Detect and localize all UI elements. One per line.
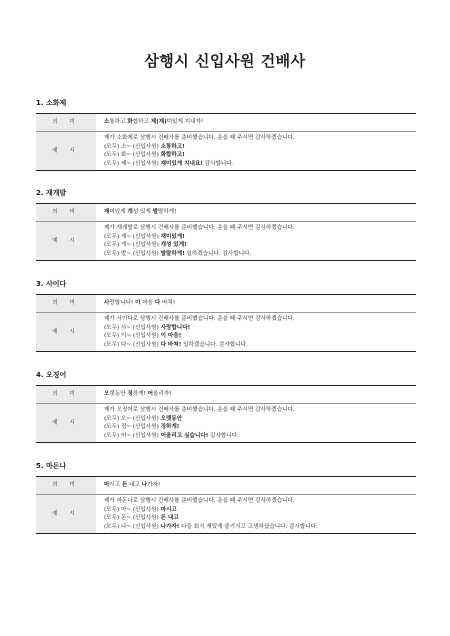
- bold-text: 소통하고!: [160, 143, 185, 150]
- example-line: [104, 415, 416, 424]
- meaning-value: [96, 477, 416, 495]
- text-run: (모두) 이~ (신입사원): [104, 333, 161, 340]
- example-label: 예 시: [36, 132, 96, 171]
- text-run: 바쳐!: [160, 300, 176, 307]
- example-line: [104, 423, 416, 432]
- text-run: 하게!: [132, 391, 148, 398]
- text-run: 일하겠습니다. 감사합니다.: [184, 250, 252, 257]
- example-value: [96, 404, 416, 443]
- example-line: [104, 324, 416, 333]
- text-run: 제가 마돈나로 삼행시 건배사를 준비했습니다. 운을 떼 주시면 감사하겠습니다.: [104, 498, 295, 504]
- bold-text: 마시고: [160, 506, 177, 513]
- bold-text: 돈 내고: [160, 515, 179, 522]
- bold-text: 사: [104, 300, 110, 307]
- bold-text: 나가자!: [160, 523, 180, 530]
- section-table: [36, 113, 416, 171]
- example-row: [36, 495, 416, 534]
- text-run: (모두) 다~ (신입사원): [104, 341, 161, 348]
- text-run: (모두) 마~ (신입사원): [104, 506, 161, 513]
- meaning-row: [36, 114, 416, 132]
- document-title: 삼행시 신입사원 건배사: [144, 52, 306, 70]
- bold-text: 재미있게 지내요!: [160, 160, 203, 167]
- meaning-row: [36, 295, 416, 313]
- example-line: [104, 406, 416, 415]
- example-label: 예 시: [36, 495, 96, 534]
- meaning-label: 의 미: [36, 295, 96, 313]
- meaning-value: [96, 386, 416, 404]
- text-run: (모두) 화~ (신입사원): [104, 152, 161, 159]
- bold-text: 발: [152, 209, 158, 216]
- bold-text: 어: [147, 391, 154, 398]
- text-run: (모두) 나~ (신입사원): [104, 523, 161, 530]
- text-run: 제가 사이다로 삼행시 건배사를 준비했습니다. 운을 떼 주시면 감사하겠습니다.: [104, 316, 295, 322]
- bold-text: 발랄하게!: [160, 250, 185, 257]
- example-line: [104, 332, 416, 341]
- text-run: 통하고: [109, 119, 128, 126]
- bold-text: 재미있게!: [160, 233, 185, 240]
- example-label: 예 시: [36, 222, 96, 261]
- example-line: [104, 341, 416, 350]
- section-table: [36, 476, 416, 534]
- meaning-value: [96, 114, 416, 132]
- text-run: 시고: [109, 482, 122, 489]
- bold-text: 나: [141, 482, 148, 489]
- text-run: 제가 소화제로 삼행시 건배사를 준비했습니다. 운을 떼 주시면 감사하겠습니다.: [104, 135, 295, 141]
- text-run: (모두) 사~ (신입사원): [104, 324, 161, 331]
- section-4: [36, 370, 416, 443]
- text-run: 미있게 지내자!: [166, 119, 204, 126]
- text-run: 내고: [127, 482, 142, 489]
- example-line: [104, 233, 416, 242]
- example-row: [36, 132, 416, 171]
- bold-text: 오랫동안: [160, 415, 183, 422]
- example-row: [36, 222, 416, 261]
- section-title: 5. 마돈나: [36, 462, 67, 470]
- text-run: (모두) 징~ (신입사원): [104, 424, 161, 431]
- text-run: 랄하게!: [158, 209, 177, 216]
- section-2: [36, 188, 416, 261]
- text-run: 다들 회식 재밌게 즐기시고 고생하셨습니다. 감사합니다.: [179, 523, 318, 530]
- bold-text: 이: [135, 300, 141, 307]
- bold-text: 징하게!: [160, 424, 180, 431]
- example-line: [104, 432, 416, 441]
- meaning-value: [96, 295, 416, 313]
- bold-text: 오: [104, 391, 110, 398]
- example-value: [96, 132, 416, 171]
- bold-text: 소: [104, 119, 110, 126]
- bold-text: 재: [104, 209, 110, 216]
- text-run: 가자!: [147, 482, 161, 489]
- text-run: (모두) 개~ (신입사원): [104, 242, 161, 249]
- example-label: 예 시: [36, 404, 96, 443]
- section-1: [36, 98, 416, 171]
- bold-text: 돈: [122, 482, 128, 489]
- meaning-row: [36, 386, 416, 404]
- bold-text: 징: [127, 391, 133, 398]
- bold-text: 제(재): [150, 119, 167, 126]
- text-run: 제가 오징어로 삼행시 건배사를 준비했습니다. 운을 떼 주시면 감사하겠습니다.: [104, 407, 295, 413]
- bold-text: 사랑합니다!: [160, 324, 191, 331]
- section-title: 3. 사이다: [36, 280, 67, 288]
- text-run: (모두) 돈~ (신입사원): [104, 515, 161, 522]
- section-table: [36, 294, 416, 352]
- text-run: 합하고: [132, 119, 151, 126]
- bold-text: 개: [127, 209, 133, 216]
- text-run: 마음: [140, 300, 155, 307]
- example-line: [104, 514, 416, 523]
- bold-text: 어울리고 싶습니다!: [160, 432, 209, 439]
- bold-text: 다 바쳐!: [160, 341, 182, 348]
- example-line: [104, 315, 416, 324]
- example-line: [104, 151, 416, 160]
- bold-text: 개성 있게!: [160, 242, 187, 249]
- section-5: [36, 461, 416, 534]
- meaning-value: [96, 204, 416, 222]
- text-run: 제가 재개발로 삼행시 건배사를 준비했습니다. 운을 떼 주시면 감사하겠습니다.: [104, 225, 295, 231]
- text-run: (모두) 제~ (신입사원): [104, 160, 161, 167]
- example-line: [104, 497, 416, 506]
- text-run: 감사합니다.: [208, 432, 239, 439]
- section-table: [36, 203, 416, 261]
- example-line: [104, 134, 416, 143]
- meaning-label: 의 미: [36, 386, 96, 404]
- bold-text: 화: [127, 119, 133, 126]
- text-run: (모두) 재~ (신입사원): [104, 233, 161, 240]
- text-run: 울리자!: [153, 391, 172, 398]
- text-run: 랑합니다!: [109, 300, 136, 307]
- bold-text: 다: [154, 300, 161, 307]
- example-value: [96, 313, 416, 352]
- example-row: [36, 404, 416, 443]
- section-3: [36, 279, 416, 352]
- example-label: 예 시: [36, 313, 96, 352]
- text-run: (모두) 소~ (신입사원): [104, 143, 161, 150]
- example-line: [104, 160, 416, 169]
- text-run: 랫동안: [109, 391, 128, 398]
- text-run: 감사합니다.: [202, 160, 234, 167]
- meaning-label: 의 미: [36, 114, 96, 132]
- section-title: 4. 오징어: [36, 371, 67, 379]
- example-line: [104, 250, 416, 259]
- text-run: (모두) 발~ (신입사원): [104, 250, 161, 257]
- bold-text: 마: [104, 482, 110, 489]
- example-row: [36, 313, 416, 352]
- example-line: [104, 506, 416, 515]
- example-line: [104, 224, 416, 233]
- section-title: 2. 재개발: [36, 189, 67, 197]
- meaning-row: [36, 204, 416, 222]
- text-run: (모두) 어~ (신입사원): [104, 432, 161, 439]
- example-line: [104, 523, 416, 532]
- text-run: 일하겠습니다. 감사합니다.: [181, 341, 248, 348]
- section-table: [36, 385, 416, 443]
- example-value: [96, 222, 416, 261]
- example-line: [104, 241, 416, 250]
- example-value: [96, 495, 416, 534]
- meaning-row: [36, 477, 416, 495]
- example-line: [104, 143, 416, 152]
- text-run: 미있게: [109, 209, 128, 216]
- section-title: 1. 소화제: [36, 99, 67, 107]
- bold-text: 화합하고!: [160, 152, 185, 159]
- meaning-label: 의 미: [36, 477, 96, 495]
- bold-text: 이 마음!: [160, 333, 182, 340]
- text-run: (모두) 오~ (신입사원): [104, 415, 161, 422]
- meaning-label: 의 미: [36, 204, 96, 222]
- text-run: 성 있게: [132, 209, 153, 216]
